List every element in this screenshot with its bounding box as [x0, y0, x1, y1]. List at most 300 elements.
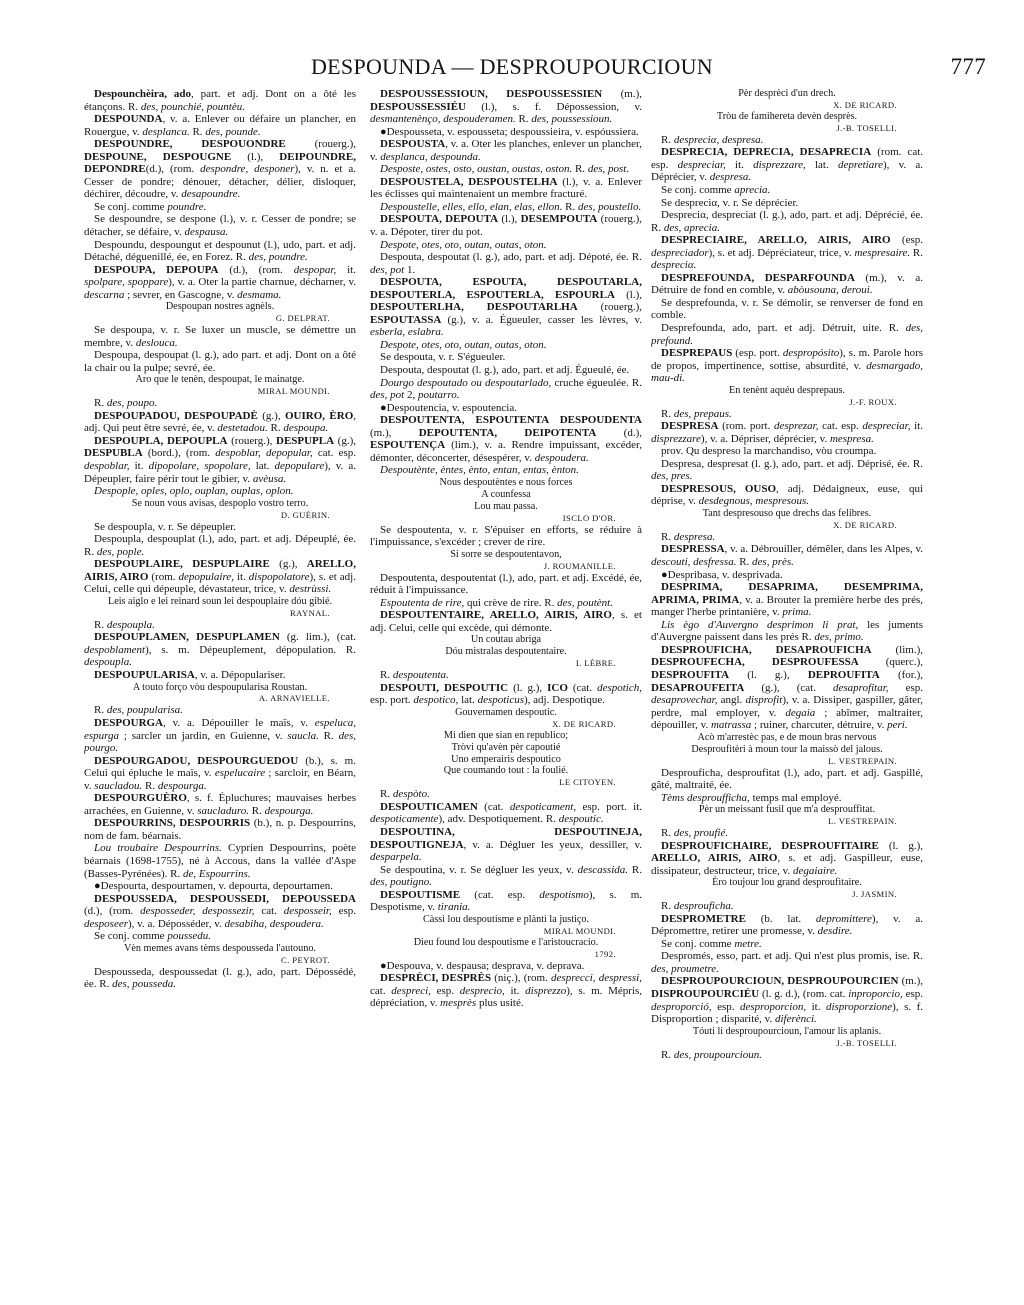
entry-paragraph: Tèms desproufficha, temps mal employé.: [661, 791, 842, 804]
italic-term: desprecci, despressi,: [551, 972, 642, 985]
italic-term: despreci,: [391, 984, 431, 997]
entry-paragraph: DESPRESSA, v. a. Débrouiller, démêler, dans les Alpes, v. descouti, desfressa. R. des, près.: [651, 543, 923, 569]
italic-term: despreciar,: [677, 158, 726, 171]
headword: DESPOURRINS, DESPOURRIS: [94, 817, 251, 830]
entry-paragraph: [370, 239, 642, 252]
italic-term: despoutic.: [558, 813, 604, 826]
entry-paragraph: Lis ègo d'Auvergno desprimon li prat, les juments d'Auvergne paissent dans les prés R. des, primo.: [651, 618, 923, 644]
entry-paragraph: ●Despoutencia, v. espoutencia.: [380, 401, 517, 414]
italic-term: desproporcion,: [740, 1000, 807, 1013]
italic-term: depopulare: [274, 460, 325, 473]
entry-paragraph: ●Despourta, despourtamen, v. depourta, depourtamen.: [94, 880, 333, 893]
italic-term: despotico,: [413, 694, 459, 707]
headword: DESPOUTERLHA, DESPOUTARLHA: [370, 301, 578, 314]
italic-term: des, pot: [370, 389, 405, 402]
italic-term: desdire.: [817, 925, 853, 938]
italic-term: tirania.: [437, 901, 471, 914]
italic-term: descassida.: [577, 863, 629, 876]
italic-term: des, pot: [370, 263, 405, 276]
italic-term: despreciα, despresa.: [673, 133, 764, 146]
headword: DESPRESOUS, OUSO: [661, 482, 777, 495]
italic-term: des, poutènt.: [557, 596, 613, 609]
headword: Despounchèira, ado: [94, 88, 191, 100]
italic-term: deslouca.: [135, 336, 178, 349]
italic-term: des, aprecia.: [663, 221, 720, 234]
entry-paragraph: Espoutenta de rire, qui crève de rire. R. des, poutènt.: [380, 596, 613, 609]
italic-term: despourga.: [264, 804, 314, 817]
headword: DESPOUTA, ESPOUTA, DESPOUTARLA, DESPOUTERLA, ESPOUTERLA, ESPOURLA: [370, 276, 642, 301]
italic-term: des, pople.: [96, 545, 145, 558]
entry-paragraph: Se despoutina, v. r. Se dégluer les yeux, v. descassida. R. des, poutigno.: [370, 863, 642, 889]
headword: DESPRESSA: [661, 543, 725, 556]
citation-author: J.-F. ROUX.: [849, 396, 897, 407]
italic-term: mespresaire.: [854, 246, 911, 259]
quotation-line: Leis aiglo e lei reinard soun lei despouplaire dóu gibié.: [107, 595, 333, 607]
italic-term: despoticus: [477, 694, 525, 707]
entry-paragraph: prov. Qu despreso la marchandiso, vòu croumpa.: [661, 445, 877, 458]
italic-term: poundre.: [167, 200, 207, 213]
entry-paragraph: DESPOUTA, ESPOUTA, DESPOUTARLA, DESPOUTERLA, ESPOUTERLA, ESPOURLA (l.), DESPOUTERLHA, DESPOUTARLHA (rouerg.), ESPOUTASSA (g.), v. a. Égueuler, casser les lèvres, v. esberla, eslabra.: [370, 276, 642, 339]
italic-term: aprecia.: [734, 184, 771, 196]
quotation-line: Dieu found lou despoutisme e l'aristoucracio.: [413, 936, 599, 948]
italic-term: desprecio,: [459, 984, 505, 997]
quotation-line: A counfessa: [481, 488, 531, 500]
entry-paragraph: Se despoundre, se despone (l.), v. r. Cesser de pondre; se détacher, se défaire, v. despausa.: [84, 213, 356, 239]
entry-paragraph: ●Despouva, v. despausa; desprava, v. deprava.: [380, 959, 585, 972]
quotation-line: Uno emperairis despoutico: [451, 753, 561, 765]
italic-term: Despople, oples, oplo, ouplan, ouplas, oplon.: [94, 485, 294, 498]
italic-term: despoutenta.: [392, 669, 449, 682]
quotation-line: A touto forço vòu despoupularisa Roustan.: [132, 681, 308, 693]
entry-paragraph: R. despoupla.: [94, 618, 155, 631]
column-left: [84, 88, 356, 1288]
citation-author: X. DE RICARD.: [833, 99, 897, 110]
italic-term: desmantenènço, despouderamen.: [370, 113, 516, 126]
entry-paragraph: Despousseda, despoussedat (l. g.), ado, part. Dépossédé, ée. R. des, pousseda.: [84, 965, 356, 991]
headword: DESPOURGUÈRO: [94, 792, 187, 805]
headword: DESPROUFITA: [651, 668, 730, 681]
citation-author: J.-B. TOSELLI.: [836, 1037, 897, 1048]
italic-term: despreciador: [651, 246, 709, 259]
italic-term: desplanca.: [142, 125, 190, 138]
headword: DESPOUSSESSIÉU: [370, 100, 466, 113]
citation-author: L. VESTREPAIN.: [828, 755, 897, 766]
headword: DESPREPAUS: [661, 347, 733, 360]
entry-paragraph: Se despoutenta, v. r. S'épuiser en efforts, se réduire à l'impuissance, s'excéder ; crever de rire.: [370, 523, 642, 549]
entry-paragraph: Desprouficha, desproufitat (l.), ado, part. et adj. Gaspillé, gâté, maltraité, ée.: [651, 766, 923, 792]
italic-term: disprezzo: [525, 984, 567, 997]
headword: DESPOUTA, DEPOUTA: [380, 213, 499, 226]
entry-paragraph: DESPREPAUS (esp. port. despropósito), s. m. Parole hors de propos, impertinence, sottise, absurdité, v. desmargado, mau-di.: [651, 347, 923, 385]
citation-author: LE CITOYEN.: [559, 777, 616, 788]
headword: DESPUBLA: [84, 447, 143, 460]
italic-term: despausa.: [184, 226, 229, 239]
entry-paragraph: [370, 464, 642, 477]
italic-term: despoticamente: [370, 813, 439, 826]
quotation-line: Vèn memes avans tèms despousseda l'autouno.: [124, 942, 316, 954]
italic-term: desaprofitar,: [833, 681, 889, 694]
italic-term: despropósito: [782, 347, 840, 360]
quotation-line: Desproufitèri à moun tour la maissò del jalous.: [691, 743, 883, 755]
italic-term: des, proufié.: [673, 827, 729, 840]
quotation-line: Èro toujour lou grand desproufitaire.: [712, 877, 862, 889]
italic-term: prima.: [782, 606, 812, 619]
headword: DEPROUFITA: [807, 668, 880, 681]
italic-term: des, poupo.: [106, 397, 158, 410]
italic-term: depromittere: [815, 912, 872, 925]
italic-term: depretiare: [837, 158, 883, 171]
italic-term: descouti, desfressa.: [651, 556, 737, 569]
italic-term: matrassa: [710, 719, 752, 732]
entry-paragraph: Despreciα, despreciat (l. g.), ado, part. et adj. Déprécié, ée. R. des, aprecia.: [651, 209, 923, 234]
entry-paragraph: DESPRECIAIRE, ARELLO, AIRIS, AIRO (esp. despreciador), s. et adj. Dépréciateur, trice, v. mespresaire. R. despreciα.: [651, 234, 923, 272]
headword: DESPOUTENTAIRE, ARELLO, AIRIS, AIRO: [380, 609, 612, 622]
italic-term: destrùssi.: [289, 583, 332, 596]
italic-term: poussedu.: [167, 930, 212, 943]
italic-term: desposseder, despossezir,: [140, 905, 255, 918]
italic-term: despoblar,: [84, 460, 130, 473]
column-middle: [370, 88, 642, 1288]
italic-term: des, poussessioun.: [531, 113, 613, 126]
italic-term: des, pounchié, pountèu.: [140, 100, 246, 113]
entry-paragraph: DESPRECIA, DEPRECIA, DESAPRECIA (rom. cat. esp. despreciar, it. disprezzare, lat. depretiare), v. a. Déprécier, v. despresa.: [651, 146, 923, 184]
entry-paragraph: DESPOUTA, DEPOUTA (l.), DESEMPOUTA (rouerg.), v. a. Dépoter, tirer du pot.: [370, 213, 642, 239]
italic-term: desposeer: [84, 917, 128, 930]
italic-term: despondre, desponer: [200, 163, 295, 176]
entry-paragraph: Despouta, despoutat (l. g.), ado, part. et adj. Dépoté, ée. R. des, pot 1.: [370, 251, 642, 276]
entry-paragraph: [84, 485, 356, 498]
entry-paragraph: Despoutenta, despoutentat (l.), ado, part. et adj. Excédé, ée, réduit à l'impuissance.: [370, 571, 642, 597]
italic-term: disprezzare,: [753, 158, 806, 171]
quotation-line: Si sorre se despoutentavon,: [450, 548, 562, 560]
entry-paragraph: Se despoupla, v. r. Se dépeupler.: [94, 520, 236, 533]
entry-paragraph: DESPOUSSESSIOUN, DESPOUSSESSIEN (m.), DESPOUSSESSIÉU (l.), s. f. Dépossession, v. desmantenènço, despouderamen. R. des, poussessioun.: [370, 88, 642, 126]
entry-paragraph: Se despoupa, v. r. Se luxer un muscle, se démettre un membre, v. deslouca.: [84, 324, 356, 349]
quotation-line: Dóu mistralas despoutentaire.: [445, 646, 567, 658]
headword: DESPOUPLA, DEPOUPLA: [94, 434, 228, 447]
headword: DESPROUFECHA, DESPROUFESSA: [651, 656, 859, 669]
citation-author: J. ROUMANILLE.: [543, 560, 616, 571]
italic-term: mesprès: [440, 997, 477, 1010]
headword: DESPOUTI, DESPOUTIC: [380, 681, 509, 694]
citation-author: MIRAL MOUNDI.: [543, 925, 616, 936]
italic-term: Despote, otes, oto, outan, outas, oton.: [380, 238, 547, 251]
citation-author: MIRAL MOUNDI.: [257, 386, 330, 397]
entry-paragraph: DESPOURRINS, DESPOURRIS (b.), n. p. Despourrins, nom de fam. béarnais.: [84, 817, 356, 842]
italic-term: saucladou.: [94, 779, 143, 792]
italic-term: des, pounde.: [205, 125, 261, 138]
headword: ESPOUTASSA: [370, 313, 442, 326]
italic-term: mespresa.: [829, 432, 874, 445]
headword: DESPOUTENTA, ESPOUTENTA DESPOUDENTA: [380, 414, 642, 427]
citation-author: X. DE RICARD.: [552, 718, 616, 729]
italic-term: despotismo: [539, 888, 589, 901]
citation-author: 1792.: [594, 948, 616, 959]
italic-term: despoupla.: [106, 618, 155, 631]
entry-paragraph: Desprefounda, ado, part. et adj. Détruit, uite. R. des, prefound.: [651, 322, 923, 347]
headword: DESPUPLA: [276, 434, 335, 447]
entry-paragraph: DESPOUSSEDA, DESPOUSSEDI, DEPOUSSEDA (d.), (rom. desposseder, despossezir, cat. desposseir, esp. desposeer), v. a. Déposséder, v. desabiha, despoudera.: [84, 892, 356, 930]
italic-term: esberla, eslabra.: [370, 326, 444, 339]
headword: DESPROUFICHA, DESAPROUFICHA: [661, 643, 872, 656]
citation-author: D. GUÉRIN.: [280, 509, 330, 520]
italic-term: despoticament,: [509, 800, 577, 813]
headword: DESPOUNE, DESPOUGNE: [84, 150, 232, 163]
italic-term: Lou troubaire Despourrins.: [94, 842, 222, 855]
entry-paragraph: DESPRIMA, DESAPRIMA, DESEMPRIMA, APRIMA, PRIMA, v. a. Brouter la première herbe des prés, manger l'herbe printanière, v. prima.: [651, 581, 923, 619]
headword: ARELLO, AIRIS, AIRO: [651, 852, 778, 865]
entry-paragraph: DESPREFOUNDA, DESPARFOUNDA (m.), v. a. Détruire de fond en comble, v. abòusouna, deroui.: [651, 271, 923, 297]
italic-term: depopulaire,: [178, 570, 234, 583]
italic-term: desproporció,: [651, 1000, 712, 1013]
italic-term: espelucaire: [214, 767, 266, 780]
entry-paragraph: ●Despousseta, v. espousseta; despoussieira, v. espóussiera.: [380, 125, 639, 138]
entry-paragraph: [370, 339, 642, 352]
italic-term: des, prefound.: [651, 322, 923, 347]
quotation-line: Tant despresouso que drechs das felibres.: [702, 508, 872, 520]
entry-paragraph: DESPOUTISME (cat. esp. despotismo), s. m. Despotisme, v. tirania.: [370, 888, 642, 914]
quotation-line: Que coumando tout : la foulié.: [443, 765, 569, 777]
entry-paragraph: DESPROUFICHA, DESAPROUFICHA (lim.), DESPROUFECHA, DESPROUFESSA (querc.), DESPROUFITA (l. g.), DEPROUFITA (for.), DESAPROUFEITA (g.), (cat. desaprofitar, esp. desaprovechar, angl. disprofit), v. a. Dissiper, gaspiller, gâter, perdre, mal employer, v. degaia ; abîmer, maltraiter, dépouiller, v. matrassa ; ruiner, charcuter, détruire, v. peri.: [651, 643, 923, 732]
citation-author: A. ARNAVIELLE.: [258, 693, 330, 704]
entry-paragraph: DESPOUPLA, DEPOUPLA (rouerg.), DESPUPLA (g.), DESPUBLA (bord.), (rom. despoblar, depopular, cat. esp. despoblar, it. dipopolare, spopolare, lat. depopulare), v. a. Dépeupler, faire périr tout le gibier, v. avèusa.: [84, 434, 356, 485]
italic-term: disprezzare: [651, 432, 701, 445]
quotation-line: Càssi lou despoutisme e plànti la justiço.: [422, 913, 590, 925]
italic-term: degaia: [785, 706, 816, 719]
italic-term: depopular,: [265, 447, 313, 460]
headword: DESPOUSTELA, DESPOUSTELHA: [380, 175, 558, 188]
entry-paragraph: DESPOURGADOU, DESPOURGUEDOU (b.), s. m. Celui qui épluche le maïs, v. espelucaire ; sarcloir, en Béarn, v. saucladou. R. despourga.: [84, 754, 356, 792]
quotation-line: Despoupan nostres agnèls.: [165, 301, 275, 313]
entry-paragraph: DESPOUTINA, DESPOUTINEJA, DESPOUTIGNEJA, v. a. Dégluer les yeux, dessiller, v. desparpela.: [370, 826, 642, 864]
headword: DESPRECIA, DEPRECIA, DESAPRECIA: [661, 146, 872, 159]
italic-term: degaiaire.: [792, 864, 838, 877]
entry-paragraph: R. despreciα, despresa.: [661, 133, 764, 146]
quotation-line: Se noun vous avisas, despoplo vostro terro.: [131, 497, 309, 509]
entry-paragraph: DESPRESA (rom. port. desprezar, cat. esp. despreciar, it. disprezzare), v. a. Dépriser, déprécier, v. mespresa.: [651, 420, 923, 445]
italic-term: dipopolare, spopolare,: [148, 460, 251, 473]
italic-term: des, pousseda.: [112, 978, 176, 991]
citation-author: ISCLO D'OR.: [562, 512, 616, 523]
entry-paragraph: DESPOUTENTA, ESPOUTENTA DESPOUDENTA (m.), DEPOUTENTA, DEIPOTENTA (d.), ESPOUTENÇA (lim.), v. a. Rendre impuissant, excéder, démonter, déconcerter, désespérer, v. despoudera.: [370, 414, 642, 464]
citation-author: J. JASMIN.: [852, 889, 897, 900]
italic-term: desplanca, despounda.: [380, 150, 481, 163]
headword: DEPOUTENTA, DEIPOTENTA: [418, 426, 597, 439]
entry-paragraph: DESPOUNDA, v. a. Enlever ou défaire un plancher, en Rouergue, v. desplanca. R. des, pounde.: [84, 113, 356, 138]
entry-paragraph: R. des, poupularisa.: [94, 704, 183, 717]
italic-term: despòto.: [392, 788, 430, 801]
headword: DESPRÈCI, DESPRÈS: [380, 972, 492, 985]
italic-term: desmargado, mau-di.: [651, 359, 923, 385]
quotation-line: Lou mau passa.: [474, 500, 538, 512]
headword: ICO: [547, 681, 568, 694]
italic-term: desdegnous, mespresous.: [698, 495, 810, 508]
italic-term: desabiha, despoudera.: [224, 917, 324, 930]
italic-term: desparpela.: [370, 851, 422, 864]
headword: DESPROMETRE: [661, 912, 746, 925]
entry-paragraph: DESPRESOUS, OUSO, adj. Dédaigneux, euse, qui déprise, v. desdegnous, mespresous.: [651, 482, 923, 508]
entry-paragraph: DESPOUPA, DEPOUPA (d.), (rom. despopar, it. spolpare, spoppare), v. a. Oter la partie charnue, décharner, v. descarna ; sevrer, en Gascogne, v. desmama.: [84, 263, 356, 301]
italic-term: inproporcio,: [848, 987, 903, 1000]
headword: DESPOUPA, DEPOUPA: [94, 263, 219, 276]
page-number: 777: [950, 54, 986, 79]
italic-term: des, poustello.: [577, 200, 642, 213]
quotation-line: En tenènt aquéu desprepaus.: [729, 384, 845, 396]
headword: DESPOUNDA: [94, 113, 163, 126]
italic-term: des, près.: [752, 556, 794, 569]
headword: DESPOURGADOU, DESPOURGUEDOU: [94, 754, 299, 767]
italic-term: despourga.: [157, 779, 207, 792]
quotation-line: Aro que le tenèn, despoupat, le mainatge.: [135, 374, 305, 386]
entry-paragraph: Se conj. comme metre.: [661, 937, 762, 950]
entry-paragraph: R. des, proupourcioun.: [661, 1048, 762, 1061]
entry-paragraph: R. des, poupo.: [94, 397, 158, 410]
headword: DESEMPOUTA: [520, 213, 598, 226]
italic-term: despresa.: [709, 171, 752, 184]
quotation-line: Tóuti li desproupourcioun, l'amour lis aplanis.: [692, 1025, 882, 1037]
italic-term: Dourgo despoutado ou despoutarlado,: [380, 376, 552, 389]
italic-term: des, prepaus.: [673, 407, 732, 420]
headword: DESPOUPADOU, DESPOUPADÈ: [94, 409, 258, 422]
entry-paragraph: DESPOUNDRE, DESPOUONDRE (rouerg.), DESPOUNE, DESPOUGNE (l.), DEIPOUNDRE, DEPONDRE(d.), (rom. despondre, desponer), v. n. et a. Cesser de pondre; dénouer, détacher, délier, disloquer, déchirer, découdre, v. desapoundre.: [84, 138, 356, 201]
entry-paragraph: R. despoutenta.: [380, 669, 449, 682]
headword: ARELLO, AIRIS, AIRO: [84, 558, 356, 583]
entry-paragraph: DESPROUPOURCIOUN, DESPROUPOURCIEN (m.), DISPROUPOURCIÉU (l. g. d.), (rom. cat. inproporcio, esp. desproporció, esp. desproporcion, it. disproporzione), s. f. Disproportion ; disparité, v. diferènci.: [651, 975, 923, 1026]
italic-term: abòusouna, deroui.: [787, 284, 873, 297]
headword: DESPRESA: [661, 420, 719, 433]
italic-term: despreciα.: [651, 259, 697, 272]
entry-paragraph: Se conj. comme poussedu.: [94, 930, 212, 943]
headword: DESPOUSSESSIOUN, DESPOUSSESSIEN: [380, 88, 603, 100]
italic-term: des, proupourcioun.: [673, 1048, 762, 1061]
citation-author: L. VESTREPAIN.: [828, 816, 897, 827]
italic-term: des, poundre.: [248, 251, 308, 264]
entry-paragraph: Despoustelle, elles, ello, elan, elas, ellon. R. des, poustello.: [380, 200, 642, 213]
entry-paragraph: DESPOUPULARISA, v. a. Dépopulariser.: [94, 668, 286, 681]
headword: DISPROUPOURCIÉU: [651, 987, 760, 1000]
italic-term: metre.: [734, 937, 762, 950]
italic-term: Despoustelle, elles, ello, elan, elas, ellon.: [380, 200, 563, 213]
quotation-line: Nous despoutèntes e nous forces: [439, 476, 573, 488]
italic-term: des, poupularisa.: [106, 704, 183, 717]
entry-paragraph: DESPOUSTELA, DESPOUSTELHA (l.), v. a. Enlever les éclisses qui maintenaient un membre fracturé.: [370, 175, 642, 201]
italic-term: desmama.: [237, 288, 282, 301]
entry-paragraph: Se conj. comme aprecia.: [661, 184, 771, 196]
headword: DESPOUTISME: [380, 888, 461, 901]
italic-term: Lis ègo d'Auvergno desprimon li prat,: [661, 618, 859, 631]
quotation-line: Acò m'arrestèc pas, e de moun bras nervous: [697, 731, 877, 743]
entry-paragraph: R. desprouficha.: [661, 900, 734, 913]
italic-term: peri.: [887, 719, 908, 732]
italic-term: Despoutènte, èntes, ènto, entan, entas, ènton.: [380, 464, 579, 477]
quotation-line: Un coutau abriga: [470, 634, 542, 646]
entry-paragraph: Despoupla, despouplat (l.), ado, part. et adj. Dépeuplé, ée. R. des, pople.: [84, 533, 356, 558]
entry-paragraph: R. des, prepaus.: [661, 407, 732, 420]
headword: DESPOUSSEDA, DESPOUSSEDI, DEPOUSSEDA: [94, 892, 356, 905]
italic-term: despoblament: [84, 643, 146, 656]
entry-paragraph: R. despòto.: [380, 788, 430, 801]
headword: DESPROUFICHAIRE, DESPROUFITAIRE: [661, 839, 879, 852]
entry-paragraph: DESPOUPLAMEN, DESPUPLAMEN (g. lim.), (cat. despoblament), s. m. Dépeuplement, dépopulation. R. despoupla.: [84, 631, 356, 669]
headword: DESPOURGA: [94, 716, 164, 729]
italic-term: Despote, otes, oto, outan, outas, oton.: [380, 338, 547, 351]
headword: OUIRO, ÈRO: [284, 409, 354, 422]
entry-paragraph: Se despouta, v. r. S'égueuler.: [380, 351, 506, 364]
entry-paragraph: Despounchèira, ado, part. et adj. Dont on a ôté les étançons. R. des, pounchié, pountèu.: [84, 88, 356, 113]
entry-paragraph: DESPROUFICHAIRE, DESPROUFITAIRE (l. g.), ARELLO, AIRIS, AIRO, s. et adj. Gaspilleur, euse, dissipateur, destructeur, trice, v. degaiaire.: [651, 839, 923, 877]
entry-paragraph: ●Despribasa, v. desprivada.: [661, 568, 783, 581]
italic-term: espeluca, espurga: [84, 716, 356, 742]
italic-term: Espoutenta de rire,: [380, 596, 465, 609]
italic-term: desprouficha.: [673, 900, 734, 913]
quotation-line: Tròu de famihereta devèn desprès.: [716, 110, 858, 122]
entry-paragraph: DESPOUPLAIRE, DESPUPLAIRE (g.), ARELLO, AIRIS, AIRO (rom. depopulaire, it. dispopolatore), s. et adj. Celui, celle qui dépeuple, dévastateur, trice, v. destrùssi.: [84, 558, 356, 596]
entry-paragraph: DESPOUSTA, v. a. Oter les planches, enlever un plancher, v. desplanca, despounda.: [370, 138, 642, 163]
italic-term: desprezar,: [773, 420, 819, 433]
italic-term: despresa.: [673, 530, 716, 543]
running-header: DESPOUNDA — DESPROUPOURCIOUN: [310, 54, 713, 79]
headword: ESPOUTENÇA: [370, 439, 446, 452]
citation-author: G. DELPRAT.: [275, 313, 330, 324]
italic-term: disprofit: [745, 694, 783, 707]
headword: DESAPROUFEITA: [651, 681, 745, 694]
headword: DESPOUPLAMEN, DESPUPLAMEN: [94, 631, 280, 644]
entry-paragraph: DESPOUPADOU, DESPOUPADÈ (g.), OUIRO, ÈRO, adj. Qui peut être sevré, ée, v. destetadou. R. despoupa.: [84, 409, 356, 435]
italic-term: despoudera.: [534, 451, 589, 464]
headword: DESPOUTICAMEN: [380, 800, 478, 813]
entry-paragraph: R. despresa.: [661, 530, 716, 543]
headword: DESPOUPULARISA: [94, 668, 195, 681]
citation-author: J.-B. TOSELLI.: [836, 122, 897, 133]
quotation-line: Gouvernamen despoutic.: [455, 706, 557, 718]
entry-paragraph: Despoundu, despoungut et despounut (l.), udo, part. et adj. Détaché, déguenillé, ée, en Forez. R. des, poundre.: [84, 238, 356, 264]
italic-term: destetadou.: [217, 422, 268, 435]
quotation-line: Pèr desprèci d'un drech.: [738, 88, 836, 99]
entry-paragraph: Despresa, despresat (l. g.), ado, part. et adj. Déprisé, ée. R. des, pres.: [651, 457, 923, 483]
entry-paragraph: R. des, proufié.: [661, 827, 729, 840]
italic-term: despreciar,: [862, 420, 911, 433]
italic-term: avèusa.: [252, 472, 287, 485]
italic-term: disproporzione: [825, 1000, 893, 1013]
quotation-line: Mi dien que sian en republico;: [443, 729, 569, 741]
entry-paragraph: Despoupa, despoupat (l. g.), ado part. et adj. Dont on a ôté la chair ou la pulpe; sevré, ée.: [84, 349, 356, 374]
headword: DESPREFOUNDA, DESPARFOUNDA: [661, 271, 855, 284]
italic-term: des, pourgo.: [84, 729, 356, 755]
italic-term: poutarro.: [417, 389, 460, 402]
headword: DESPOUSTA: [380, 138, 446, 151]
italic-term: despoblar,: [215, 447, 261, 460]
italic-term: desposseir,: [283, 905, 332, 918]
headword: DESPOUNDRE, DESPOUONDRE: [94, 138, 286, 151]
italic-term: des, primo.: [814, 631, 864, 644]
italic-term: despoupa.: [283, 422, 329, 435]
entry-paragraph: Despouta, despoutat (l. g.), ado, part. et adj. Égueulé, ée.: [380, 364, 630, 377]
entry-paragraph: DESPOURGUÈRO, s. f. Épluchures; mauvaises herbes arrachées, en Guienne, v. saucladuro. R. despourga.: [84, 792, 356, 817]
entry-paragraph: DESPROMETRE (b. lat. depromittere), v. a. Dépromettre, retirer une promesse, v. desdire.: [651, 912, 923, 938]
citation-author: C. PEYROT.: [281, 954, 330, 965]
citation-author: X. DE RICARD.: [833, 519, 897, 530]
headword: DESPROUPOURCIOUN, DESPROUPOURCIEN: [661, 975, 899, 988]
italic-term: de, Espourrins.: [182, 867, 251, 880]
headword: DESPRECIAIRE, ARELLO, AIRIS, AIRO: [661, 234, 891, 247]
italic-term: descarna: [84, 288, 125, 301]
italic-term: des, proumetre.: [651, 962, 719, 975]
italic-term: despoupla.: [84, 656, 132, 669]
headword: DEIPOUNDRE, DEPONDRE: [84, 150, 356, 176]
citation-author: RAYNAL.: [290, 607, 330, 618]
entry-paragraph: Se conj. comme poundre.: [94, 200, 207, 213]
headword: DESPRIMA, DESAPRIMA, DESEMPRIMA, APRIMA, PRIMA: [651, 581, 923, 606]
